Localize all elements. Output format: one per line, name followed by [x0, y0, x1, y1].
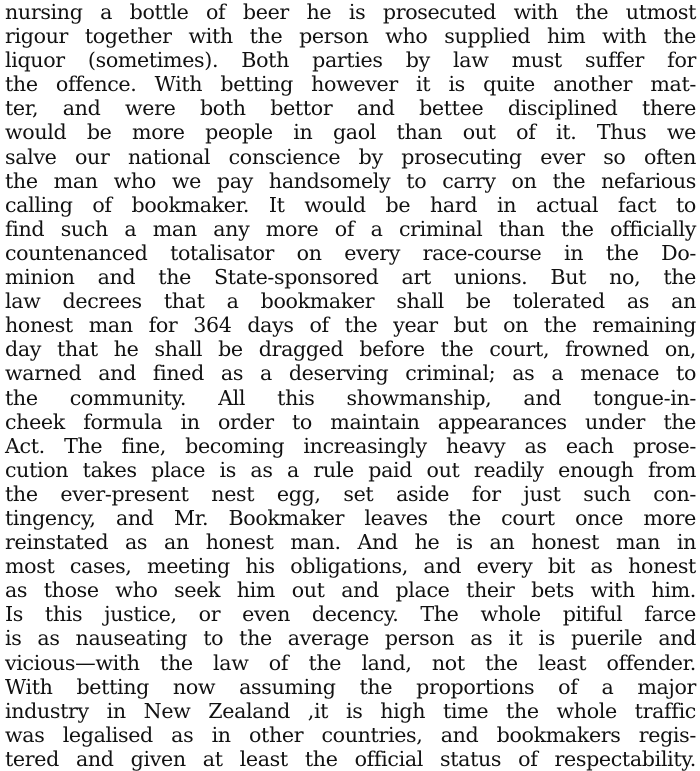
- text-line: countenanced totalisator on every race-course in the Do-: [5, 240, 696, 265]
- text-line: rigour together with the person who supplied him with the: [5, 24, 696, 49]
- text-line: tingency, and Mr. Bookmaker leaves the court once more: [5, 505, 696, 530]
- text-line: nursing a bottle of beer he is prosecuted with the utmost: [5, 0, 696, 24]
- text-line: liquor (sometimes). Both parties by law must suffer for: [5, 48, 696, 73]
- text-line: Is this justice, or even decency. The whole pitiful farce: [5, 602, 696, 627]
- text-line: industry in New Zealand ,it is high time the whole traffic: [5, 698, 696, 723]
- text-line: the offence. With betting however it is quite another mat-: [5, 72, 696, 97]
- text-line: warned and fined as a deserving criminal; as a menace to: [5, 361, 696, 386]
- text-line: law decrees that a bookmaker shall be tolerated as an: [5, 289, 696, 314]
- text-line: vicious—with the law of the land, not the least offender.: [5, 650, 696, 675]
- body-paragraph: [5, 0, 696, 771]
- text-line: ter, and were both bettor and bettee disciplined there: [5, 96, 696, 121]
- text-line: reinstated as an honest man. And he is an honest man in: [5, 530, 696, 555]
- text-line: honest man for 364 days of the year but on the remaining: [5, 313, 696, 338]
- text-line: With betting now assuming the proportions of a major: [5, 674, 696, 699]
- text-line: the ever-present nest egg, set aside for just such con-: [5, 481, 696, 506]
- text-line: was legalised as in other countries, and bookmakers regis-: [5, 722, 696, 747]
- text-line: tered and given at least the official status of respectability.: [5, 746, 696, 771]
- text-line: cheek formula in order to maintain appearances under the: [5, 409, 696, 434]
- text-line: calling of bookmaker. It would be hard in actual fact to: [5, 192, 696, 217]
- text-line: minion and the State-sponsored art unions. But no, the: [5, 265, 696, 290]
- text-line: Act. The fine, becoming increasingly heavy as each prose-: [5, 433, 696, 458]
- text-line: most cases, meeting his obligations, and every bit as honest: [5, 554, 696, 579]
- text-line: as those who seek him out and place their bets with him.: [5, 578, 696, 603]
- text-line: salve our national conscience by prosecuting ever so often: [5, 144, 696, 169]
- text-line: cution takes place is as a rule paid out readily enough from: [5, 457, 696, 482]
- text-line: is as nauseating to the average person as it is puerile and: [5, 626, 696, 651]
- text-line: day that he shall be dragged before the court, frowned on,: [5, 337, 696, 362]
- text-line: find such a man any more of a criminal than the officially: [5, 216, 696, 241]
- text-line: would be more people in gaol than out of it. Thus we: [5, 120, 696, 145]
- text-line: the community. All this showmanship, and tongue-in-: [5, 385, 696, 410]
- text-line: the man who we pay handsomely to carry on the nefarious: [5, 168, 696, 193]
